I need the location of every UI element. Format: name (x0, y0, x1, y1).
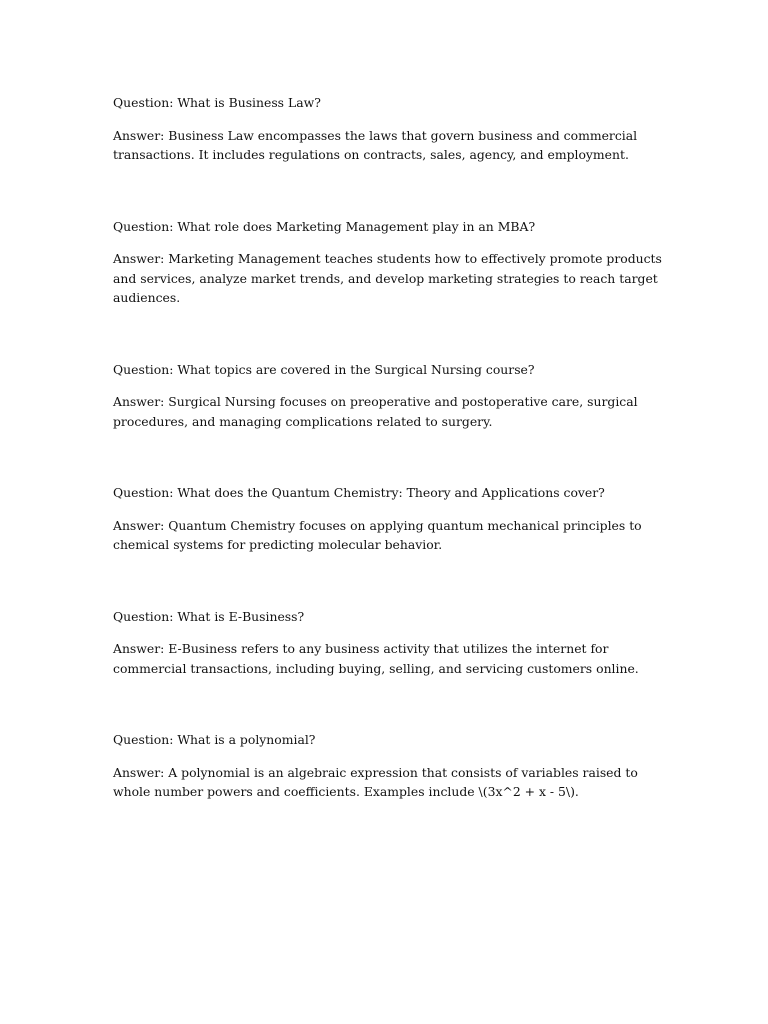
qa-item (113, 93, 673, 165)
qa-item (113, 483, 673, 555)
question-text: Question: What role does Marketing Management play in an MBA? (113, 218, 536, 234)
qa-item (113, 730, 673, 802)
answer-text: Answer: A polynomial is an algebraic expression that consists of variables raised to whole number powers and coefficients. Examples include \(3x^2 + x - 5\). (113, 764, 638, 799)
answer-text: Answer: Surgical Nursing focuses on preoperative and postoperative care, surgical procedures, and managing complications related to surgery. (113, 394, 638, 429)
answer-text: Answer: Marketing Management teaches students how to effectively promote products and services, analyze market trends, and develop marketing strategies to reach target audiences. (113, 251, 662, 305)
answer-text: Answer: Business Law encompasses the laws that govern business and commercial transactions. It includes regulations on contracts, sales, agency, and employment. (113, 127, 638, 162)
question-text: Question: What topics are covered in the Surgical Nursing course? (113, 361, 535, 377)
question-text: Question: What is E-Business? (113, 608, 305, 624)
qa-item (113, 607, 673, 679)
question-text: Question: What is Business Law? (113, 95, 321, 110)
question-text: Question: What does the Quantum Chemistry: Theory and Applications cover? (113, 485, 605, 500)
qa-item (113, 217, 673, 308)
answer-text: Answer: Quantum Chemistry focuses on applying quantum mechanical principles to chemical systems for predicting molecular behavior. (113, 517, 642, 552)
answer-text: Answer: E-Business refers to any business activity that utilizes the internet for commercial transactions, including buying, selling, and servicing customers online. (113, 641, 639, 676)
question-text: Question: What is a polynomial? (113, 732, 316, 747)
qa-item (113, 360, 673, 432)
qa-list (113, 93, 673, 802)
